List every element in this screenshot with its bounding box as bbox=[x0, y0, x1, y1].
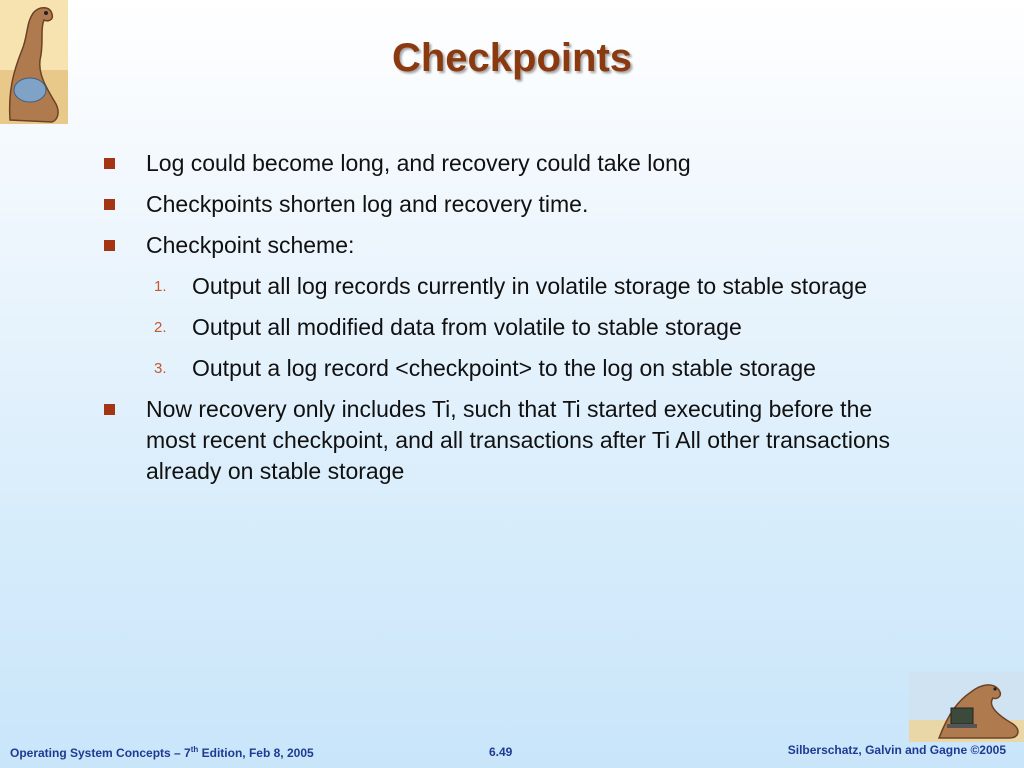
numbered-step bbox=[146, 312, 904, 343]
step-text: Output all modified data from volatile to stable storage bbox=[192, 314, 742, 340]
step-number: 2. bbox=[154, 319, 167, 336]
dinosaur-laptop-icon bbox=[909, 672, 1024, 742]
numbered-step bbox=[146, 353, 904, 384]
bullet-item bbox=[104, 230, 904, 261]
step-number: 3. bbox=[154, 360, 167, 377]
footer-authors: Silberschatz, Galvin and Gagne ©2005 bbox=[787, 743, 1006, 757]
bullet-text: Checkpoint scheme: bbox=[146, 232, 355, 258]
slide-content bbox=[104, 148, 904, 497]
step-number: 1. bbox=[154, 278, 167, 295]
slide-title: Checkpoints bbox=[391, 36, 633, 80]
bullet-item bbox=[104, 394, 904, 487]
footer-course-sup: th bbox=[190, 745, 199, 754]
numbered-step bbox=[146, 271, 904, 302]
bullet-text: Now recovery only includes Ti, such that Ti started executing before the most recent checkpoint, and all transactions after Ti All other transactions already on stable storage bbox=[146, 396, 891, 484]
square-bullet-icon bbox=[104, 240, 115, 251]
step-text: Output a log record <checkpoint> to the log on stable storage bbox=[192, 355, 816, 381]
square-bullet-icon bbox=[104, 404, 115, 415]
footer-course bbox=[10, 745, 314, 760]
footer-course-suffix: Edition, Feb 8, 2005 bbox=[198, 746, 314, 760]
square-bullet-icon bbox=[104, 158, 115, 169]
bullet-item bbox=[104, 189, 904, 220]
footer-page-number: 6.49 bbox=[489, 745, 513, 759]
bullet-text: Log could become long, and recovery could take long bbox=[146, 150, 691, 176]
bullet-text: Checkpoints shorten log and recovery time. bbox=[146, 191, 589, 217]
bullet-item bbox=[104, 148, 904, 179]
footer-course-prefix: Operating System Concepts – 7 bbox=[10, 746, 191, 760]
step-text: Output all log records currently in volatile storage to stable storage bbox=[192, 273, 868, 299]
square-bullet-icon bbox=[104, 199, 115, 210]
